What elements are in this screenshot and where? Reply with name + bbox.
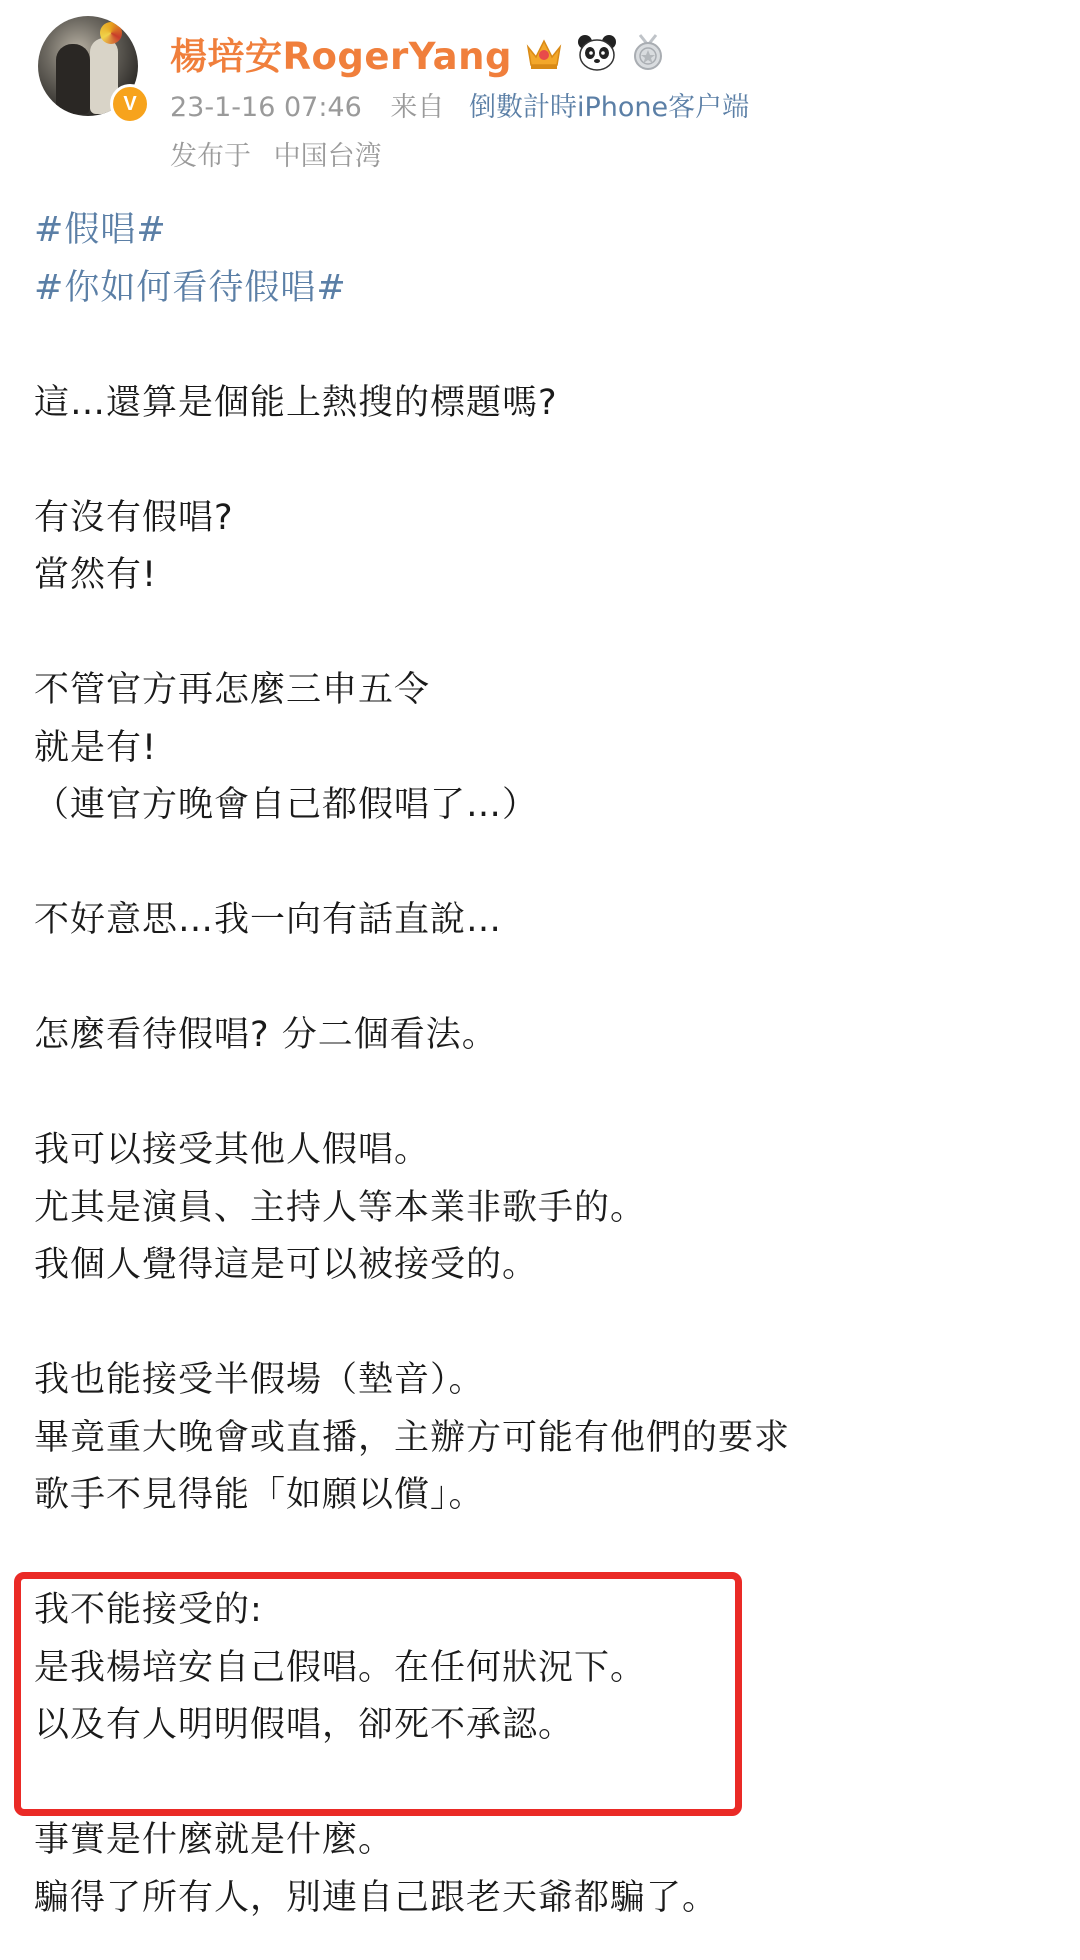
blank-line [34, 605, 1044, 663]
text-line: 我也能接受半假場（墊音）。 [34, 1360, 485, 1400]
from-label: 来自 [390, 92, 445, 123]
location-label: 发布于 [170, 141, 251, 172]
device-source[interactable]: 倒數計時iPhone客户端 [468, 92, 750, 123]
text-line: 當然有! [34, 555, 158, 595]
text-line: 就是有! [34, 727, 158, 768]
text-line: 尤其是演員、主持人等本業非歌手的。 [34, 1187, 647, 1228]
hashtag-link[interactable]: #假唱# [34, 210, 167, 250]
username-row [170, 22, 668, 84]
post-location [170, 139, 382, 175]
highlighted-text-line: 是我楊培安自己假唱。在任何狀況下。 [34, 1647, 647, 1688]
hashtag-link[interactable]: #你如何看待假唱# [34, 267, 347, 308]
blank-line [34, 835, 1044, 893]
blank-line [34, 1295, 1044, 1353]
red-highlight-box [14, 1572, 742, 1816]
text-line: 怎麼看待假唱? 分二個看法。 [34, 1015, 498, 1055]
crown-icon[interactable] [524, 33, 564, 73]
text-line: 畢竟重大晚會或直播，主辦方可能有他們的要求 [34, 1417, 791, 1458]
highlighted-text-line: 我不能接受的: [34, 1590, 263, 1630]
medal-icon[interactable] [628, 33, 668, 73]
blank-line [34, 1065, 1044, 1123]
text-line: 歌手不見得能「如願以償」。 [34, 1475, 485, 1515]
text-line: 我個人覺得這是可以被接受的。 [34, 1245, 539, 1285]
text-line: 騙得了所有人，別連自己跟老天爺都騙了。 [34, 1877, 719, 1918]
panda-icon[interactable] [576, 33, 616, 73]
text-line: 這…還算是個能上熱搜的標題嗎? [34, 382, 558, 423]
text-line: 不好意思…我一向有話直說… [34, 900, 503, 940]
text-line: （連官方晚會自己都假唱了…） [34, 785, 539, 825]
blank-line [34, 432, 1044, 490]
location-value: 中国台湾 [273, 141, 382, 172]
username[interactable]: 楊培安RogerYang [170, 35, 512, 78]
highlighted-text-line: 以及有人明明假唱，卻死不承認。 [34, 1705, 575, 1745]
blank-line [34, 950, 1044, 1008]
text-line: 我可以接受其他人假唱。 [34, 1130, 431, 1170]
post-meta [170, 90, 749, 126]
verified-badge-icon: V [110, 84, 150, 124]
text-line: 有沒有假唱? [34, 497, 234, 538]
post-header [0, 0, 1080, 185]
post-time: 23-1-16 07:46 [170, 92, 362, 123]
avatar[interactable] [38, 16, 146, 124]
text-line: 不管官方再怎麼三申五令 [34, 670, 431, 710]
text-line: 事實是什麼就是什麼。 [34, 1820, 395, 1860]
